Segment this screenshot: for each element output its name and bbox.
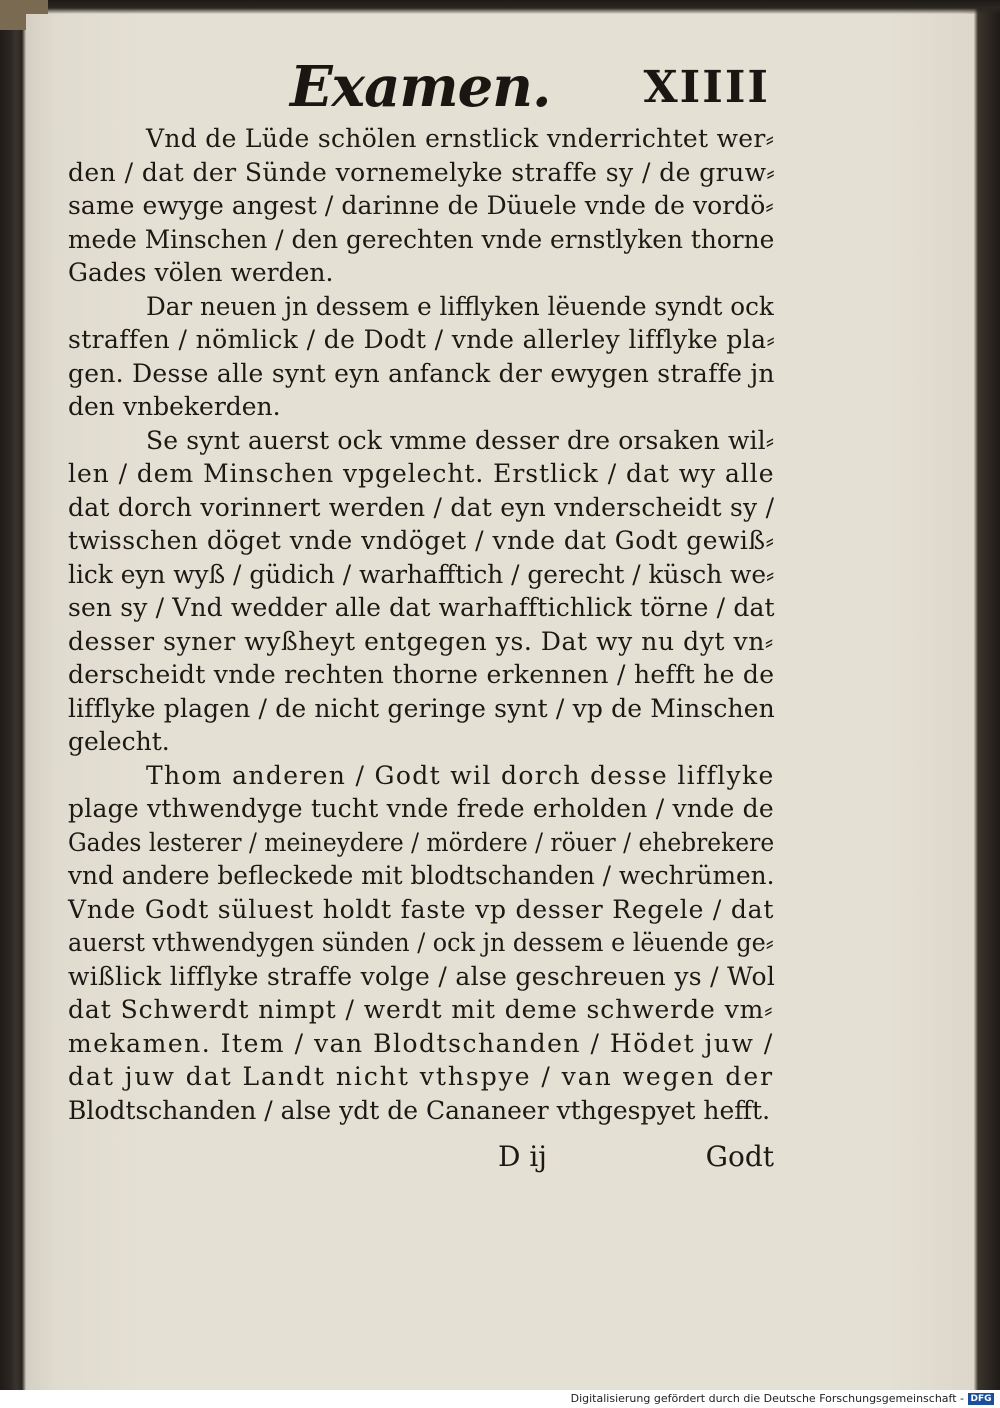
text-line: dat Schwerdt nimpt / werdt mit deme schwerde vm⸗ bbox=[68, 995, 774, 1024]
text-line: derscheidt vnde rechten thorne erkennen / hefft he de bbox=[68, 660, 775, 689]
text-line: auerst vthwendygen sünden / ock jn dessem e lëuende ge⸗ bbox=[68, 928, 774, 957]
running-title: Examen. bbox=[290, 54, 551, 120]
funding-credit: Digitalisierung gefördert durch die Deutsche Forschungsgemeinschaft - bbox=[570, 1392, 964, 1405]
signature-mark: D ij bbox=[498, 1140, 547, 1173]
text-line: Vnd de Lüde schölen ernstlick vnderrichtet wer⸗ bbox=[146, 124, 775, 153]
page-header bbox=[290, 54, 770, 124]
text-line: Thom anderen / Godt wil dorch desse lifflyke bbox=[146, 760, 775, 790]
text-line: Gades völen werden. bbox=[68, 258, 334, 287]
catchword: Godt bbox=[705, 1140, 774, 1173]
text-line: sen sy / Vnd wedder alle dat warhafftichlick törne / dat bbox=[68, 593, 775, 622]
text-line: gelecht. bbox=[68, 727, 170, 756]
text-line: dat dorch vorinnert werden / dat eyn vnderscheidt sy / bbox=[68, 492, 775, 522]
text-line: desser syner wyßheyt entgegen ys. Dat wy nu dyt vn⸗ bbox=[68, 626, 774, 656]
text-line: gen. Desse alle synt eyn anfanck der ewygen straffe jn bbox=[68, 358, 775, 388]
dfg-logo: DFG bbox=[968, 1393, 994, 1405]
text-line: Dar neuen jn dessem e lifflyken lëuende syndt ock bbox=[146, 291, 774, 321]
text-line: dat juw dat Landt nicht vthspye / van wegen der bbox=[68, 1062, 774, 1091]
text-line: mede Minschen / den gerechten vnde ernstlyken thorne bbox=[68, 224, 775, 254]
text-line: wißlick lifflyke straffe volge / alse geschreuen ys / Wol bbox=[68, 961, 776, 991]
text-line: len / dem Minschen vpgelecht. Erstlick / dat wy alle bbox=[68, 459, 775, 488]
text-line: lick eyn wyß / güdich / warhafftich / gerecht / küsch we⸗ bbox=[68, 559, 775, 589]
text-line: plage vthwendyge tucht vnde frede erholden / vnde de bbox=[68, 794, 774, 823]
footer-bar bbox=[0, 1390, 1000, 1408]
text-line: Gades lesterer / meineydere / mördere / röuer / ehebrekere bbox=[68, 827, 775, 857]
text-line: den vnbekerden. bbox=[68, 392, 281, 421]
text-line: vnd andere befleckede mit blodtschanden / wechrümen. bbox=[68, 861, 775, 890]
text-line: den / dat der Sünde vornemelyke straffe sy / de gruw⸗ bbox=[68, 157, 776, 187]
text-line: Blodtschanden / alse ydt de Cananeer vthgespyet hefft. bbox=[68, 1095, 771, 1125]
text-line: straffen / nömlick / de Dodt / vnde allerley lifflyke pla⸗ bbox=[68, 325, 776, 354]
text-line: twisschen döget vnde vndöget / vnde dat Godt gewiß⸗ bbox=[68, 526, 775, 555]
text-block bbox=[68, 122, 774, 1127]
catchline bbox=[68, 1140, 774, 1176]
text-line: Se synt auerst ock vmme desser dre orsaken wil⸗ bbox=[146, 425, 775, 455]
scan-top-edge bbox=[0, 0, 1000, 14]
text-line: same ewyge angest / darinne de Düuele vnde de vordö⸗ bbox=[68, 191, 774, 220]
text-line: Vnde Godt süluest holdt faste vp desser Regele / dat bbox=[68, 894, 775, 924]
folio-number: XIIII bbox=[643, 62, 770, 113]
text-line: lifflyke plagen / de nicht geringe synt / vp de Minschen bbox=[68, 693, 775, 723]
text-line: mekamen. Item / van Blodtschanden / Hödet juw / bbox=[68, 1028, 774, 1058]
